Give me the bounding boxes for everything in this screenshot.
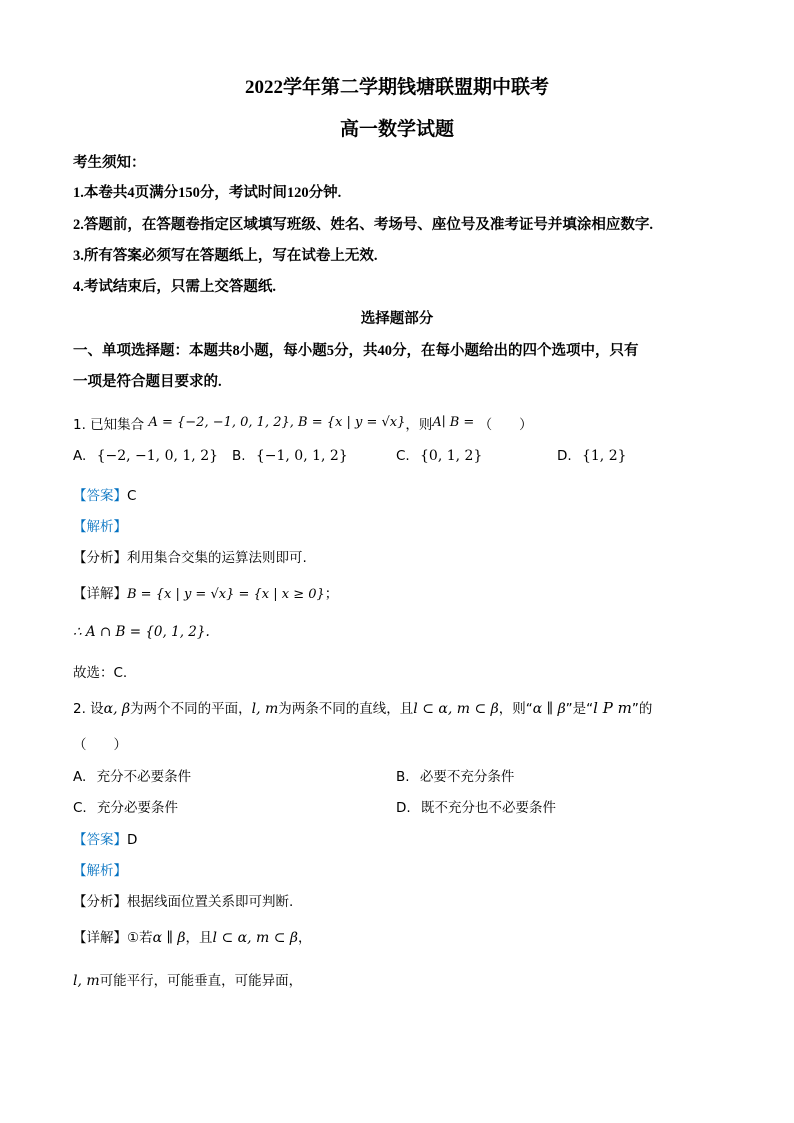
q2-detail-math-2: l ⊂ α, m ⊂ β (212, 930, 298, 946)
q1-answer-tag: 【答案】 (73, 488, 127, 504)
q2-detail-line2 (73, 969, 302, 989)
q2-fenxi-tag: 【分析】 (73, 894, 127, 910)
q2-option-a (73, 765, 191, 785)
page-subtitle: 高一数学试题 (339, 119, 454, 140)
notice-item-4: 4.考试结束后，只需上交答题纸. (73, 279, 276, 295)
q2-answer-value: D (127, 832, 138, 848)
q2-option-a-value: 充分不必要条件 (96, 769, 192, 785)
q2-answer-tag: 【答案】 (73, 832, 127, 848)
q2-math-lines: l, m (251, 701, 279, 717)
q1-conclusion: 故选：C. (73, 665, 128, 681)
q2-detail-text-3: ， (298, 930, 312, 946)
q1-option-a (73, 448, 218, 464)
q2-detail-tag: 【详解】 (73, 930, 127, 946)
q2-detail (73, 926, 312, 946)
section-title: 选择题部分 (360, 311, 434, 327)
q2-stem (73, 697, 652, 717)
q1-set-b: , B = {x | y = √x} (289, 415, 406, 430)
q2-text-5: ”的 (631, 701, 653, 717)
q2-option-b-value: 必要不充分条件 (419, 769, 515, 785)
q2-option-b-label: B. (396, 769, 410, 785)
q1-option-a-label: A. (73, 448, 87, 464)
q2-stem-prefix: 2. 设 (73, 701, 104, 717)
q1-therefore: ∴ A ∩ B = {0, 1, 2}. (73, 624, 210, 640)
q2-option-d-value: 既不充分也不必要条件 (420, 800, 556, 816)
q1-option-c-value: {0, 1, 2} (420, 448, 483, 464)
q2-math-parallel-lines: l P m (593, 699, 632, 717)
q2-text-1: 为两个不同的平面， (130, 701, 252, 717)
q1-answer-value: C (127, 488, 137, 504)
q2-option-b (396, 765, 514, 785)
q2-option-a-label: A. (73, 769, 87, 785)
q1-detail-math: B = {x | y = √x} = {x | x ≥ 0} (127, 587, 325, 602)
section-instruction-line1: 一、单项选择题：本题共8小题，每小题5分，共40分，在每小题给出的四个选项中，只有 (73, 343, 639, 359)
q2-option-c (73, 796, 178, 816)
q1-fenxi (73, 546, 307, 566)
q1-option-c-label: C. (396, 448, 410, 464)
q2-fenxi-text: 根据线面位置关系即可判断. (127, 894, 294, 910)
q1-option-b (232, 448, 348, 464)
q1-option-d-value: {1, 2} (581, 448, 627, 464)
notice-item-3: 3.所有答案必须写在答题纸上，写在试卷上无效. (73, 248, 378, 264)
q1-stem-prefix: 1. 已知集合 (73, 417, 145, 433)
q1-detail (73, 582, 338, 602)
q1-fenxi-text: 利用集合交集的运算法则即可. (127, 550, 307, 566)
q2-line2-text: 可能平行，可能垂直，可能异面， (99, 973, 303, 989)
section-instruction-line2: 一项是符合题目要求的. (73, 374, 222, 390)
q2-paren: （ ） (73, 737, 127, 753)
q1-option-c (396, 448, 482, 464)
q2-detail-text-1: ①若 (127, 930, 153, 946)
q2-detail-text-2: ，且 (185, 930, 213, 946)
q2-analysis (73, 859, 127, 879)
q1-detail-tag: 【详解】 (73, 586, 127, 602)
q1-set-a: A = {−2, −1, 0, 1, 2} (148, 415, 290, 430)
notice-item-1: 1.本卷共4页满分150分，考试时间120分钟. (73, 185, 342, 201)
q2-fenxi (73, 890, 293, 910)
q2-math-planes: α, β (103, 701, 131, 717)
q1-option-b-label: B. (232, 448, 246, 464)
q1-detail-end: ； (324, 586, 339, 602)
q1-option-d-label: D. (557, 448, 572, 464)
page-title: 2022学年第二学期钱塘联盟期中联考 (244, 77, 549, 98)
q2-option-d-label: D. (396, 800, 411, 816)
q1-option-d (557, 448, 627, 464)
q2-option-c-value: 充分必要条件 (97, 800, 179, 816)
q1-stem (73, 413, 533, 433)
q1-analysis (73, 515, 127, 535)
q1-stem-mid: ，则 (405, 417, 433, 433)
q1-paren: （ ） (478, 417, 533, 433)
q2-option-c-label: C. (73, 800, 87, 816)
q2-text-4: ”是“ (565, 701, 594, 717)
q1-option-b-value: {−1, 0, 1, 2} (255, 448, 348, 464)
q2-text-3: ，则“ (498, 701, 533, 717)
q2-option-d (396, 796, 556, 816)
notice-heading: 考生须知： (73, 155, 146, 171)
q1-fenxi-tag: 【分析】 (73, 550, 127, 566)
q1-analysis-tag: 【解析】 (73, 519, 127, 535)
notice-item-2: 2.答题前，在答题卷指定区域填写班级、姓名、考场号、座位号及准考证号并填涂相应数字. (73, 217, 653, 233)
q1-answer (73, 484, 136, 504)
q1-option-a-value: {−2, −1, 0, 1, 2} (96, 448, 219, 464)
q2-analysis-tag: 【解析】 (73, 863, 127, 879)
q1-expr: A∣ B = (432, 415, 475, 430)
q2-text-2: 为两条不同的直线，且 (278, 701, 414, 717)
q2-detail-math-1: α ∥ β (152, 930, 186, 946)
q2-answer (73, 828, 137, 848)
q2-math-subset: l ⊂ α, m ⊂ β (413, 701, 499, 717)
q2-line2-math: l, m (73, 973, 100, 989)
q2-math-parallel-planes: α ∥ β (532, 701, 566, 717)
